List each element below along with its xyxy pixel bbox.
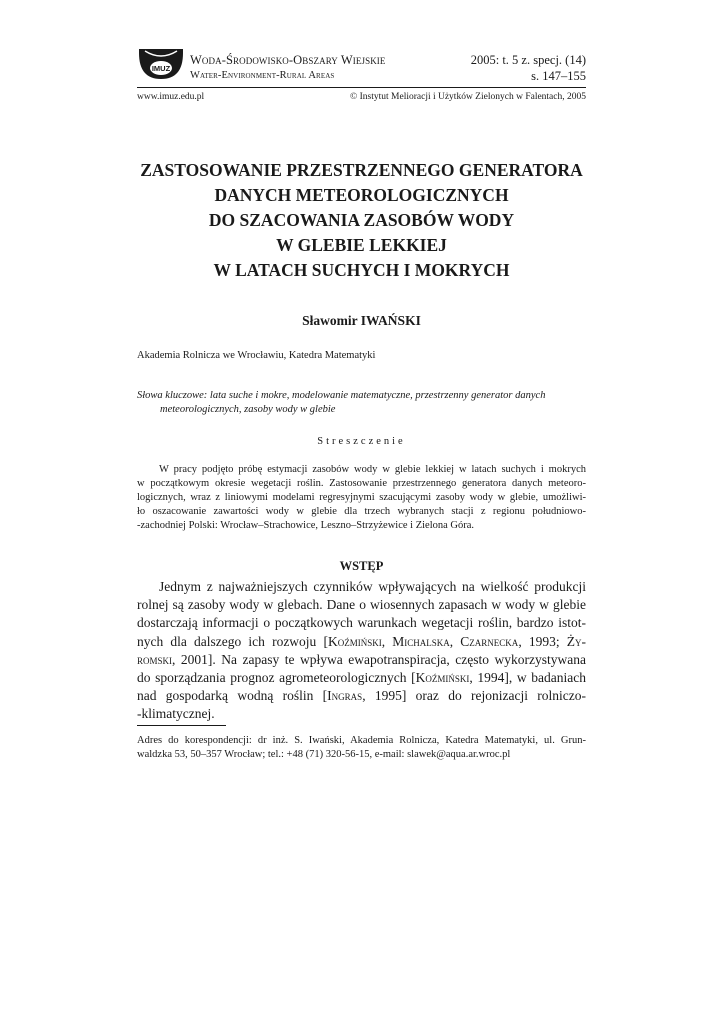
page-range: s. 147–155	[531, 69, 586, 83]
abstract	[137, 463, 586, 533]
abstract-line: w początkowym okresie wegetacji roślin. Zastosowanie przestrzennego generatora danych meteoro-	[137, 478, 586, 489]
abstract-heading: Streszczenie	[317, 436, 406, 447]
author-affiliation: Akademia Rolnicza we Wrocławiu, Katedra Matematyki	[137, 350, 376, 361]
citation-author: Koźmiński	[415, 670, 470, 686]
citation-author: Ży-	[566, 633, 586, 649]
title-line: DANYCH METEOROLOGICZNYCH	[214, 185, 509, 205]
journal-title-en: Water-Environment-Rural Areas	[190, 70, 335, 81]
text-run: , 1995] oraz do rejonizacji rolniczo-	[362, 688, 586, 704]
title-line: W LATACH SUCHYCH I MOKRYCH	[213, 260, 510, 280]
body-line: rolnej są zasoby wody w glebach. Dane o wiosennych zapasach w wody w glebie	[137, 597, 586, 613]
keywords	[137, 389, 586, 417]
footnote-line: waldzka 53, 50–357 Wrocław; tel.: +48 (71) 320-56-15, e-mail: slawek@aqua.ar.wroc.pl	[137, 749, 511, 760]
abstract-line: -zachodniej Polski: Wrocław–Strachowice, Leszno–Strzyżewice i Zielona Góra.	[137, 520, 475, 531]
journal-logo	[137, 47, 185, 81]
intro-paragraph	[137, 578, 586, 724]
text-run: , 1993;	[518, 633, 567, 649]
citation-author: Ingras	[327, 688, 363, 704]
title-line: W GLEBIE LEKKIEJ	[276, 235, 447, 255]
title-line: DO SZACOWANIA ZASOBÓW WODY	[208, 210, 515, 230]
citation-author: Czarnecka	[460, 633, 519, 649]
text-run: , 1994], w badaniach	[469, 670, 587, 686]
text-run: ,	[381, 633, 393, 649]
abstract-line: ło oszacowanie zawartości wody w glebie dla trzech wybranych stacji z regionu południowo-	[137, 506, 586, 517]
section-heading: WSTĘP	[339, 559, 384, 573]
citation-author: Koźmiński	[327, 633, 382, 649]
volume-info: 2005: t. 5 z. specj. (14)	[470, 53, 586, 67]
copyright-notice: © Instytut Melioracji i Użytków Zielonych w Falentach, 2005	[350, 92, 586, 102]
journal-title-pl: Woda-Środowisko-Obszary Wiejskie	[190, 53, 386, 67]
body-line: dostarczają informacji o początkowych warunkach wegetacji roślin, bardzo istot-	[137, 615, 586, 631]
text-run: do sporządzania prognoz agrometeorologicznych [	[137, 670, 416, 686]
citation-author: romski	[137, 651, 173, 667]
keywords-line: meteorologicznych, zasoby wody w glebie	[160, 404, 336, 415]
title-line: ZASTOSOWANIE PRZESTRZENNEGO GENERATORA	[140, 160, 583, 180]
text-run: ,	[449, 633, 461, 649]
body-line	[137, 687, 586, 705]
text-run: nad gospodarką wodną roślin [	[137, 688, 328, 704]
citation-author: Michalska	[392, 633, 450, 649]
author-name: Sławomir IWAŃSKI	[302, 313, 421, 328]
text-run: , 2001]. Na zapasy te wpływa ewapotranspiracja, często wykorzystywana	[172, 651, 586, 667]
abstract-line: W pracy podjęto próbę estymacji zasobów wody w glebie lekkiej w latach suchych i mokrych	[159, 464, 586, 475]
abstract-line: logicznych, wraz z liniowymi modelami regresyjnymi szacującymi zasoby wody w glebie, umożliwi-	[137, 492, 586, 503]
header-rule	[137, 87, 586, 88]
logo-text: IMUZ	[151, 64, 171, 73]
correspondence-footnote	[137, 734, 586, 762]
footnote-line: Adres do korespondencji: dr inż. S. Iwański, Akademia Rolnicza, Katedra Matematyki, ul. Grun-	[137, 735, 586, 746]
body-line: -klimatycznej.	[137, 706, 215, 722]
journal-url[interactable]: www.imuz.edu.pl	[137, 92, 205, 102]
keywords-line: Słowa kluczowe: lata suche i mokre, modelowanie matematyczne, przestrzenny generator danych	[137, 390, 546, 401]
body-line	[137, 633, 586, 651]
text-run: nych dla dalszego ich rozwoju [	[137, 633, 328, 649]
body-line: Jednym z najważniejszych czynników wpływających na wielkość produkcji	[159, 579, 586, 594]
body-line	[137, 651, 586, 669]
article-title	[137, 158, 586, 283]
body-line	[137, 669, 586, 687]
footnote-rule	[137, 725, 226, 726]
